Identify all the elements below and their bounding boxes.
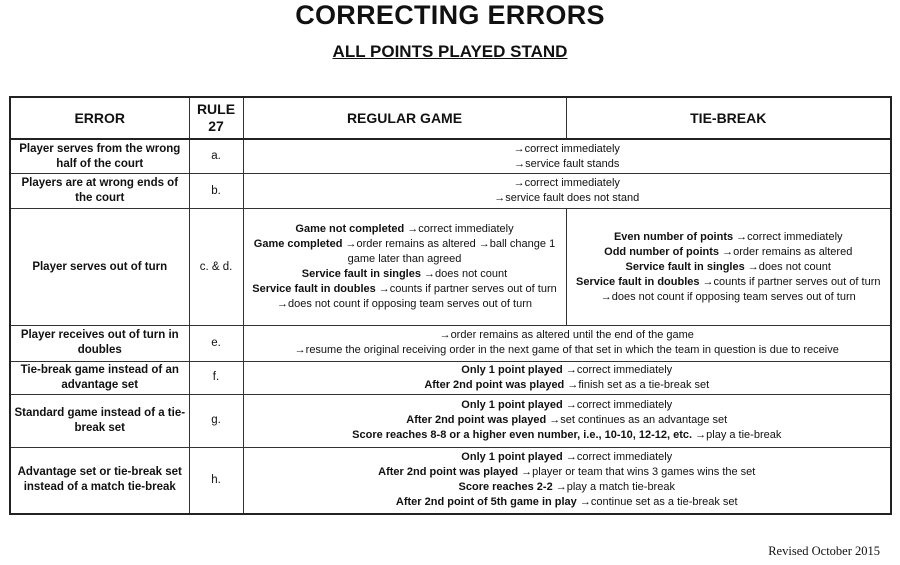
detail-line bbox=[246, 237, 564, 267]
rule-cell: c. & d. bbox=[189, 209, 243, 326]
condition-text: Only 1 point played bbox=[461, 451, 563, 464]
detail-line bbox=[246, 363, 889, 378]
detail-line bbox=[569, 230, 889, 245]
table-row bbox=[10, 447, 891, 514]
condition-text: Service fault in singles bbox=[625, 260, 745, 273]
action-text: →service fault does not stand bbox=[494, 192, 640, 205]
rule-cell: a. bbox=[189, 139, 243, 174]
condition-text: Even number of points bbox=[613, 230, 734, 243]
action-text: →play a tie-break bbox=[692, 429, 782, 442]
error-cell: Player serves from the wrong half of the court bbox=[10, 139, 189, 174]
detail-line bbox=[246, 282, 564, 312]
rule-cell: g. bbox=[189, 394, 243, 447]
detail-line bbox=[246, 157, 889, 172]
action-text: →player or team that wins 3 games wins the set bbox=[518, 466, 756, 479]
table-row bbox=[10, 209, 891, 326]
detail-line bbox=[246, 222, 564, 237]
condition-text: Score reaches 2-2 bbox=[458, 481, 553, 494]
action-text: →correct immediately bbox=[513, 177, 620, 190]
detail-line bbox=[246, 398, 889, 413]
table-row bbox=[10, 361, 891, 394]
correction-cell bbox=[243, 139, 891, 174]
detail-line bbox=[246, 176, 889, 191]
condition-text: Game completed bbox=[253, 238, 343, 251]
condition-text: Only 1 point played bbox=[461, 399, 563, 412]
action-text: →counts if partner serves out of turn →does not count if opposing team serves out of turn bbox=[600, 275, 881, 303]
detail-line bbox=[246, 267, 564, 282]
error-cell: Standard game instead of a tie-break set bbox=[10, 394, 189, 447]
header-error: ERROR bbox=[10, 97, 189, 139]
table-row bbox=[10, 394, 891, 447]
correction-cell bbox=[243, 325, 891, 361]
detail-line bbox=[246, 343, 889, 358]
action-text: →finish set as a tie-break set bbox=[564, 378, 710, 391]
error-cell: Tie-break game instead of an advantage set bbox=[10, 361, 189, 394]
action-text: →does not count bbox=[744, 260, 831, 273]
table-row bbox=[10, 325, 891, 361]
action-text: →correct immediately bbox=[404, 223, 514, 236]
condition-text: Game not completed bbox=[295, 223, 405, 236]
condition-text: Only 1 point played bbox=[461, 363, 563, 376]
header-rule-line2: 27 bbox=[208, 118, 224, 134]
action-text: →resume the original receiving order in the next game of that set in which the team in question is due to receive bbox=[294, 344, 839, 357]
condition-text: Score reaches 8-8 or a higher even number, i.e., 10-10, 12-12, etc. bbox=[352, 429, 693, 442]
errors-table bbox=[9, 96, 892, 515]
regular-game-cell bbox=[243, 209, 566, 326]
detail-line bbox=[246, 428, 889, 443]
action-text: →does not count bbox=[420, 268, 508, 281]
header-row bbox=[10, 97, 891, 139]
page-subtitle: ALL POINTS PLAYED STAND bbox=[332, 42, 568, 61]
error-cell: Player receives out of turn in doubles bbox=[10, 325, 189, 361]
header-tie-break: TIE-BREAK bbox=[566, 97, 891, 139]
rule-cell: e. bbox=[189, 325, 243, 361]
table-body bbox=[10, 139, 891, 514]
action-text: →order remains as altered until the end of the game bbox=[439, 329, 694, 342]
condition-text: Service fault in singles bbox=[301, 268, 421, 281]
action-text: →correct immediately bbox=[562, 399, 673, 412]
condition-text: After 2nd point was played bbox=[424, 378, 565, 391]
page-title: CORRECTING ERRORS bbox=[295, 0, 605, 30]
table-row bbox=[10, 174, 891, 209]
header-rule bbox=[189, 97, 243, 139]
detail-line bbox=[246, 480, 889, 495]
correction-cell bbox=[243, 361, 891, 394]
action-text: →order remains as altered →ball change 1 game later than agreed bbox=[342, 238, 556, 266]
condition-text: Service fault in doubles bbox=[576, 275, 700, 288]
detail-line bbox=[246, 465, 889, 480]
action-text: →set continues as an advantage set bbox=[546, 414, 728, 427]
detail-line bbox=[246, 328, 889, 343]
correction-cell bbox=[243, 394, 891, 447]
header-regular-game: REGULAR GAME bbox=[243, 97, 566, 139]
detail-line bbox=[246, 142, 889, 157]
correction-cell bbox=[243, 447, 891, 514]
detail-line bbox=[246, 378, 889, 393]
detail-line bbox=[569, 245, 889, 260]
tie-break-cell bbox=[566, 209, 891, 326]
error-cell: Player serves out of turn bbox=[10, 209, 189, 326]
condition-text: After 2nd point was played bbox=[378, 466, 519, 479]
rule-cell: f. bbox=[189, 361, 243, 394]
action-text: →order remains as altered bbox=[719, 245, 853, 258]
condition-text: Service fault in doubles bbox=[252, 283, 376, 296]
detail-line bbox=[246, 413, 889, 428]
condition-text: After 2nd point was played bbox=[406, 414, 547, 427]
detail-line bbox=[569, 275, 889, 305]
action-text: →correct immediately bbox=[562, 363, 673, 376]
header-rule-line1: RULE bbox=[196, 101, 236, 117]
action-text: →play a match tie-break bbox=[552, 481, 675, 494]
correction-cell bbox=[243, 174, 891, 209]
rule-cell: h. bbox=[189, 447, 243, 514]
action-text: →continue set as a tie-break set bbox=[576, 496, 738, 509]
error-cell: Players are at wrong ends of the court bbox=[10, 174, 189, 209]
action-text: →correct immediately bbox=[733, 230, 843, 243]
condition-text: After 2nd point of 5th game in play bbox=[395, 496, 577, 509]
detail-line bbox=[246, 495, 889, 510]
detail-line bbox=[246, 450, 889, 465]
rule-cell: b. bbox=[189, 174, 243, 209]
detail-line bbox=[569, 260, 889, 275]
condition-text: Odd number of points bbox=[604, 245, 720, 258]
revised-note: Revised October 2015 bbox=[768, 544, 880, 558]
action-text: →service fault stands bbox=[514, 157, 620, 170]
table-row bbox=[10, 139, 891, 174]
action-text: →correct immediately bbox=[513, 142, 620, 155]
action-text: →counts if partner serves out of turn →does not count if opposing team serves out of turn bbox=[277, 283, 557, 311]
action-text: →correct immediately bbox=[562, 451, 673, 464]
detail-line bbox=[246, 191, 889, 206]
error-cell: Advantage set or tie-break set instead of a match tie-break bbox=[10, 447, 189, 514]
